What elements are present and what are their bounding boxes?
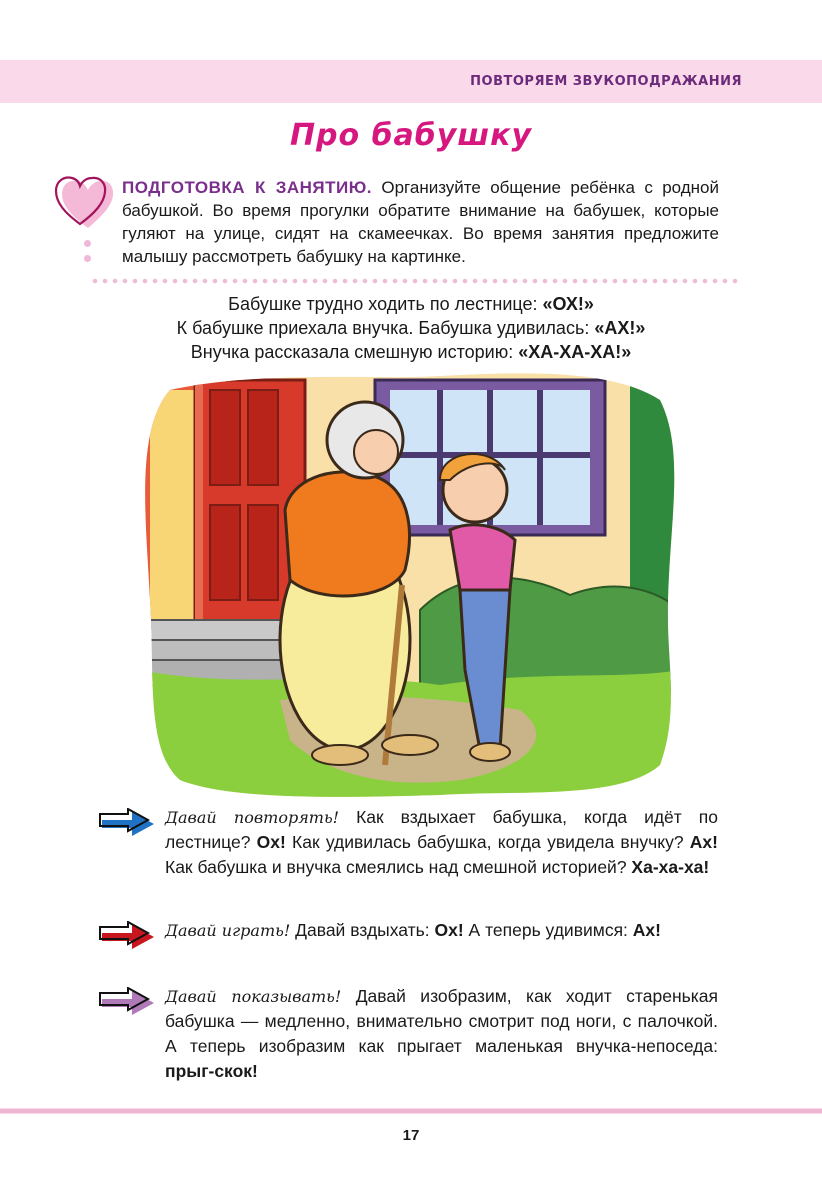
verse-line: Внучка рассказала смешную историю: «ХА-ХА-ХА!»	[190, 342, 632, 362]
preparation-note	[122, 176, 719, 268]
task-show: Давай показывать! Давай изобразим, как ходит старенькая бабушка — медленно, внимательно смотрит под ноги, с палочкой. А теперь изобразим как прыгает маленькая внучка-непоседа: прыг-скок!	[165, 986, 718, 1081]
task-play: Давай играть! Давай вздыхать: Ох! А теперь удивимся: Ах!	[165, 920, 661, 940]
page-number: 17	[402, 1127, 420, 1144]
footer-divider	[0, 1108, 822, 1114]
task-lead: Давай показывать!	[165, 987, 342, 1006]
page-title: Про бабушку	[289, 118, 533, 153]
decorative-dots	[84, 240, 92, 270]
verse	[0, 292, 822, 364]
section-header-band	[0, 60, 822, 103]
section-title: ПОВТОРЯЕМ ЗВУКОПОДРАЖАНИЯ	[470, 74, 742, 89]
verse-line: К бабушке приехала внучка. Бабушка удивилась: «АХ!»	[176, 318, 646, 338]
purple-arrow-icon	[98, 987, 158, 1019]
red-arrow-icon	[98, 921, 158, 953]
verse-line: Бабушке трудно ходить по лестнице: «ОХ!»	[228, 294, 594, 314]
grandma-granddaughter-illustration	[140, 370, 680, 800]
preparation-lead: ПОДГОТОВКА К ЗАНЯТИЮ.	[122, 178, 372, 197]
heart-icon	[52, 172, 116, 232]
blue-arrow-icon	[98, 808, 158, 840]
dotted-divider	[90, 278, 738, 284]
preparation-text: Организуйте общение ребёнка с родной бабушкой. Во время прогулки обратите внимание на бабушек, которые гуляют на улице, сидят на скамеечках. Во время занятия предложите малышу рассмотреть бабушку на картинке.	[122, 178, 719, 266]
task-repeat: Давай повторять! Как вздыхает бабушка, когда идёт по лестнице? Ох! Как удивилась бабушка, когда увидела внучку? Ах! Как бабушка и внучка смеялись над смешной историей? Ха-ха-ха!	[165, 807, 718, 877]
task-lead: Давай повторять!	[165, 808, 340, 827]
task-lead: Давай играть!	[165, 921, 291, 940]
